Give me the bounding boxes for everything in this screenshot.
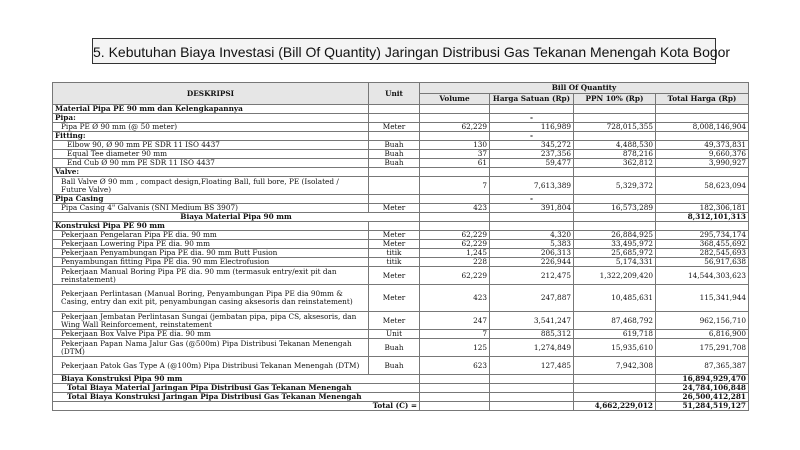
row-unit [369,114,420,123]
col-unit: Unit [369,83,420,105]
row-total-harga: 8,008,146,904 [656,123,749,132]
row-total-harga [656,105,749,114]
row-description: Pekerjaan Lowering Pipa PE dia. 90 mm [53,240,369,249]
row-unit [369,195,420,204]
row-description: Elbow 90, Ø 90 mm PE SDR 11 ISO 4437 [53,141,369,150]
row-total-harga: 182,306,181 [656,204,749,213]
row-ppn [574,195,656,204]
row-total-harga [656,195,749,204]
row-ppn [574,222,656,231]
row-unit [369,105,420,114]
table-row [53,384,749,393]
row-volume [420,114,490,123]
row-volume: 62,229 [420,240,490,249]
row-ppn [574,213,656,222]
table-row [53,240,749,249]
row-unit: Meter [369,231,420,240]
row-ppn [574,168,656,177]
row-description: Valve: [53,168,369,177]
row-description: Pekerjaan Pengelaran Pipa PE dia. 90 mm [53,231,369,240]
row-harga-satuan: 5,383 [490,240,574,249]
row-unit: Unit [369,330,420,339]
row-total-harga: 26,500,412,281 [656,393,749,402]
row-description: Pekerjaan Box Valve Pipa PE dia. 90 mm [53,330,369,339]
row-ppn: 619,718 [574,330,656,339]
col-ppn: PPN 10% (Rp) [574,94,656,105]
row-total-harga: 175,291,708 [656,339,749,357]
row-ppn: 7,942,308 [574,357,656,375]
subtotal-label: Biaya Konstruksi Pipa 90 mm [53,375,420,384]
row-harga-satuan: 4,320 [490,231,574,240]
row-ppn: 4,488,530 [574,141,656,150]
row-ppn: 362,812 [574,159,656,168]
row-volume [420,222,490,231]
row-harga-satuan: 391,804 [490,204,574,213]
row-total-harga: 14,544,303,623 [656,267,749,285]
row-total-harga: 3,990,927 [656,159,749,168]
row-total-harga [656,114,749,123]
row-volume: 7 [420,177,490,195]
row-harga-satuan: 206,313 [490,249,574,258]
row-harga-satuan [490,222,574,231]
row-ppn: 10,485,631 [574,285,656,312]
table-row [53,375,749,384]
row-ppn [574,105,656,114]
row-unit: titik [369,249,420,258]
row-harga-satuan: 3,541,247 [490,312,574,330]
row-description: Konstruksi Pipa PE 90 mm [53,222,369,231]
row-ppn [574,114,656,123]
table-row [53,312,749,330]
row-unit: Meter [369,267,420,285]
table-row [53,231,749,240]
row-unit [369,132,420,141]
summary-label: Total Biaya Konstruksi Jaringan Pipa Distribusi Gas Tekanan Menengah [53,393,420,402]
table-row [53,105,749,114]
row-ppn: 5,329,372 [574,177,656,195]
row-total-harga [656,168,749,177]
table-row [53,195,749,204]
row-volume [420,375,490,384]
row-total-harga: 282,545,693 [656,249,749,258]
row-harga-satuan [490,375,574,384]
table-row [53,177,749,195]
row-description: Pekerjaan Manual Boring Pipa PE dia. 90 mm (termasuk entry/exit pit dan reinstatement) [53,267,369,285]
row-total-harga [656,132,749,141]
row-volume: 62,229 [420,123,490,132]
table-row [53,114,749,123]
subtotal-label: Biaya Material Pipa 90 mm [53,213,420,222]
row-harga-satuan: 226,944 [490,258,574,267]
row-total-harga: 87,365,387 [656,357,749,375]
boq-table [52,82,749,411]
row-description: Pekerjaan Penyambungan Pipa PE dia. 90 mm Butt Fusion [53,249,369,258]
row-harga-satuan [490,105,574,114]
col-total-harga: Total Harga (Rp) [656,94,749,105]
row-unit: Buah [369,339,420,357]
row-description: Penyambungan fitting Pipa PE dia. 90 mm Electrofusion [53,258,369,267]
row-unit [369,168,420,177]
row-volume: 247 [420,312,490,330]
row-total-harga: 51,284,519,127 [656,402,749,411]
row-ppn: 33,495,972 [574,240,656,249]
row-description: Fitting: [53,132,369,141]
row-volume [420,384,490,393]
row-total-harga: 49,373,831 [656,141,749,150]
row-harga-satuan [490,384,574,393]
row-total-harga: 9,660,376 [656,150,749,159]
row-unit [369,177,420,195]
row-volume [420,132,490,141]
table-row [53,123,749,132]
table-row [53,357,749,375]
row-harga-satuan: 1,274,849 [490,339,574,357]
row-unit [369,222,420,231]
row-volume: 228 [420,258,490,267]
table-row [53,132,749,141]
row-total-harga: 295,734,174 [656,231,749,240]
row-unit: Buah [369,150,420,159]
row-ppn: 16,573,289 [574,204,656,213]
row-harga-satuan [490,393,574,402]
row-description: Pekerjaan Patok Gas Type A (@100m) Pipa Distribusi Tekanan Menengah (DTM) [53,357,369,375]
row-unit: Buah [369,141,420,150]
col-harga-satuan: Harga Satuan (Rp) [490,94,574,105]
row-total-harga: 8,312,101,313 [656,213,749,222]
table-row [53,168,749,177]
grand-total-label: Total (C) = [53,402,420,411]
row-total-harga: 115,341,944 [656,285,749,312]
row-volume: 623 [420,357,490,375]
row-harga-satuan [490,213,574,222]
table-row [53,285,749,312]
row-total-harga [656,222,749,231]
table-row [53,339,749,357]
row-unit: Meter [369,240,420,249]
row-harga-satuan: - [490,114,574,123]
row-harga-satuan: 212,475 [490,267,574,285]
row-volume: 423 [420,285,490,312]
table-row [53,330,749,339]
row-description: Pipa: [53,114,369,123]
table-row [53,267,749,285]
row-ppn: 87,468,792 [574,312,656,330]
row-description: Ball Valve Ø 90 mm , compact design,Floating Ball, full bore, PE (Isolated / Future Valve) [53,177,369,195]
row-unit: Meter [369,312,420,330]
table-row [53,258,749,267]
row-volume [420,168,490,177]
row-harga-satuan: 127,485 [490,357,574,375]
row-description: End Cub Ø 90 mm PE SDR 11 ISO 4437 [53,159,369,168]
row-total-harga: 58,623,094 [656,177,749,195]
page-title: 5. Kebutuhan Biaya Investasi (Bill Of Quantity) Jaringan Distribusi Gas Tekanan Menengah Kota Bogor [92,38,716,64]
row-ppn: 878,216 [574,150,656,159]
row-total-harga: 24,784,106,848 [656,384,749,393]
table-row [53,222,749,231]
row-volume: 37 [420,150,490,159]
row-total-harga: 16,894,929,470 [656,375,749,384]
row-ppn [574,375,656,384]
table-header [53,83,749,105]
row-volume [420,402,490,411]
row-volume: 61 [420,159,490,168]
row-harga-satuan: 247,887 [490,285,574,312]
row-volume: 423 [420,204,490,213]
row-volume [420,213,490,222]
table-row [53,141,749,150]
col-boq-group: Bill Of Quantity [420,83,749,94]
row-harga-satuan [490,168,574,177]
row-ppn: 25,685,972 [574,249,656,258]
row-harga-satuan: - [490,132,574,141]
row-ppn: 4,662,229,012 [574,402,656,411]
row-description: Pipa Casing 4" Galvanis (SNI Medium BS 3907) [53,204,369,213]
row-ppn: 1,322,209,420 [574,267,656,285]
row-harga-satuan: 345,272 [490,141,574,150]
row-description: Pipa Casing [53,195,369,204]
table-row [53,249,749,258]
row-total-harga: 368,455,692 [656,240,749,249]
row-ppn: 5,174,331 [574,258,656,267]
row-total-harga: 56,917,638 [656,258,749,267]
table-row [53,159,749,168]
row-total-harga: 6,816,900 [656,330,749,339]
row-volume: 62,229 [420,231,490,240]
row-ppn [574,132,656,141]
row-ppn: 728,015,355 [574,123,656,132]
row-description: Pekerjaan Jembatan Perlintasan Sungai (jembatan pipa, pipa CS, aksesoris, dan Wing Wall Reinforcement, reinstatement [53,312,369,330]
row-harga-satuan: 59,477 [490,159,574,168]
row-unit: Meter [369,123,420,132]
row-total-harga: 962,156,710 [656,312,749,330]
row-unit: Meter [369,204,420,213]
row-description: Pipa PE Ø 90 mm (@ 50 meter) [53,123,369,132]
table-row [53,213,749,222]
row-harga-satuan [490,402,574,411]
row-description: Equal Tee diameter 90 mm [53,150,369,159]
row-ppn [574,384,656,393]
row-harga-satuan: 7,613,389 [490,177,574,195]
row-volume [420,195,490,204]
row-description: Pekerjaan Papan Nama Jalur Gas (@500m) Pipa Distribusi Tekanan Menengah (DTM) [53,339,369,357]
row-harga-satuan: 116,989 [490,123,574,132]
row-harga-satuan: 885,312 [490,330,574,339]
row-volume: 1,245 [420,249,490,258]
row-volume [420,393,490,402]
row-volume: 62,229 [420,267,490,285]
row-ppn: 26,884,925 [574,231,656,240]
table-row [53,204,749,213]
summary-label: Total Biaya Material Jaringan Pipa Distribusi Gas Tekanan Menengah [53,384,420,393]
row-ppn: 15,935,610 [574,339,656,357]
row-unit: Meter [369,285,420,312]
row-unit: titik [369,258,420,267]
row-description: Material Pipa PE 90 mm dan Kelengkapannya [53,105,369,114]
row-volume: 125 [420,339,490,357]
col-volume: Volume [420,94,490,105]
col-deskripsi: DESKRIPSI [53,83,369,105]
table-row [53,393,749,402]
row-harga-satuan: 237,356 [490,150,574,159]
table-row [53,150,749,159]
row-unit: Buah [369,357,420,375]
row-description: Pekerjaan Perlintasan (Manual Boring, Penyambungan Pipa PE dia 90mm & Casing, entry dan exit pit, penyambungan casing aksesoris dan reinstatement) [53,285,369,312]
row-unit: Buah [369,159,420,168]
table-row [53,402,749,411]
row-ppn [574,393,656,402]
row-harga-satuan: - [490,195,574,204]
row-volume: 130 [420,141,490,150]
table-body [53,105,749,411]
row-volume [420,105,490,114]
row-volume: 7 [420,330,490,339]
